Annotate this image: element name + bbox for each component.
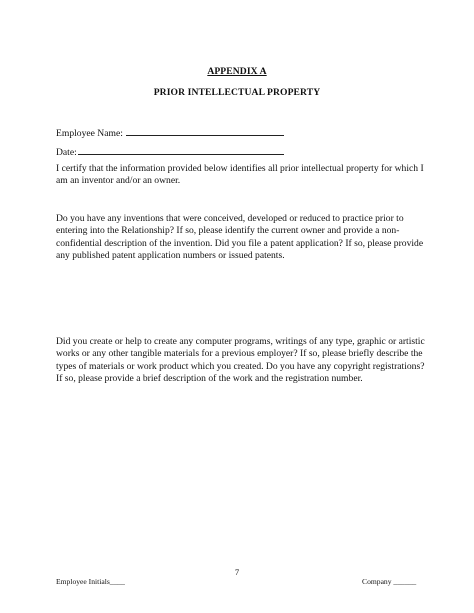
page-number: 7 (234, 567, 240, 577)
employee-name-blank (126, 126, 284, 136)
employee-name-label: Employee Name: (56, 128, 123, 139)
paragraph-line: any published patent application numbers or issued patents. (56, 250, 285, 262)
paragraph-line: Did you create or help to create any computer programs, writings of any type, graphic or artistic (56, 336, 425, 347)
paragraph-line: Do you have any inventions that were conceived, developed or reduced to practice prior to (56, 213, 404, 224)
date-label: Date: (56, 147, 77, 158)
paragraph-line: confidential description of the invention. Did you file a patent application? If so, please provide (56, 237, 424, 249)
date-blank (78, 145, 284, 155)
paragraph-line: works or any other tangible materials for a previous employer? If so, please briefly describe the (56, 348, 423, 360)
paragraph-line: types of materials or work product which you created. Do you have any copyright registrations? (56, 360, 425, 372)
paragraph-line: If so, please provide a brief description of the work and the registration number. (56, 373, 363, 385)
works-question-paragraph (56, 336, 424, 386)
inventions-question-paragraph (56, 213, 424, 263)
appendix-title: APPENDIX A (207, 66, 267, 77)
certification-paragraph (56, 163, 424, 188)
date-row (56, 145, 284, 158)
employee-name-row (56, 126, 284, 139)
paragraph-line: am an inventor and/or an owner. (56, 175, 181, 187)
company-initials-footer: Company ______ (362, 577, 417, 586)
paragraph-line: entering into the Relationship? If so, please identify the current owner and provide a non- (56, 225, 400, 237)
employee-initials-footer: Employee Initials____ (56, 577, 125, 586)
section-title: PRIOR INTELLECTUAL PROPERTY (153, 87, 321, 98)
paragraph-line: I certify that the information provided below identifies all prior intellectual property for which I (56, 163, 424, 174)
